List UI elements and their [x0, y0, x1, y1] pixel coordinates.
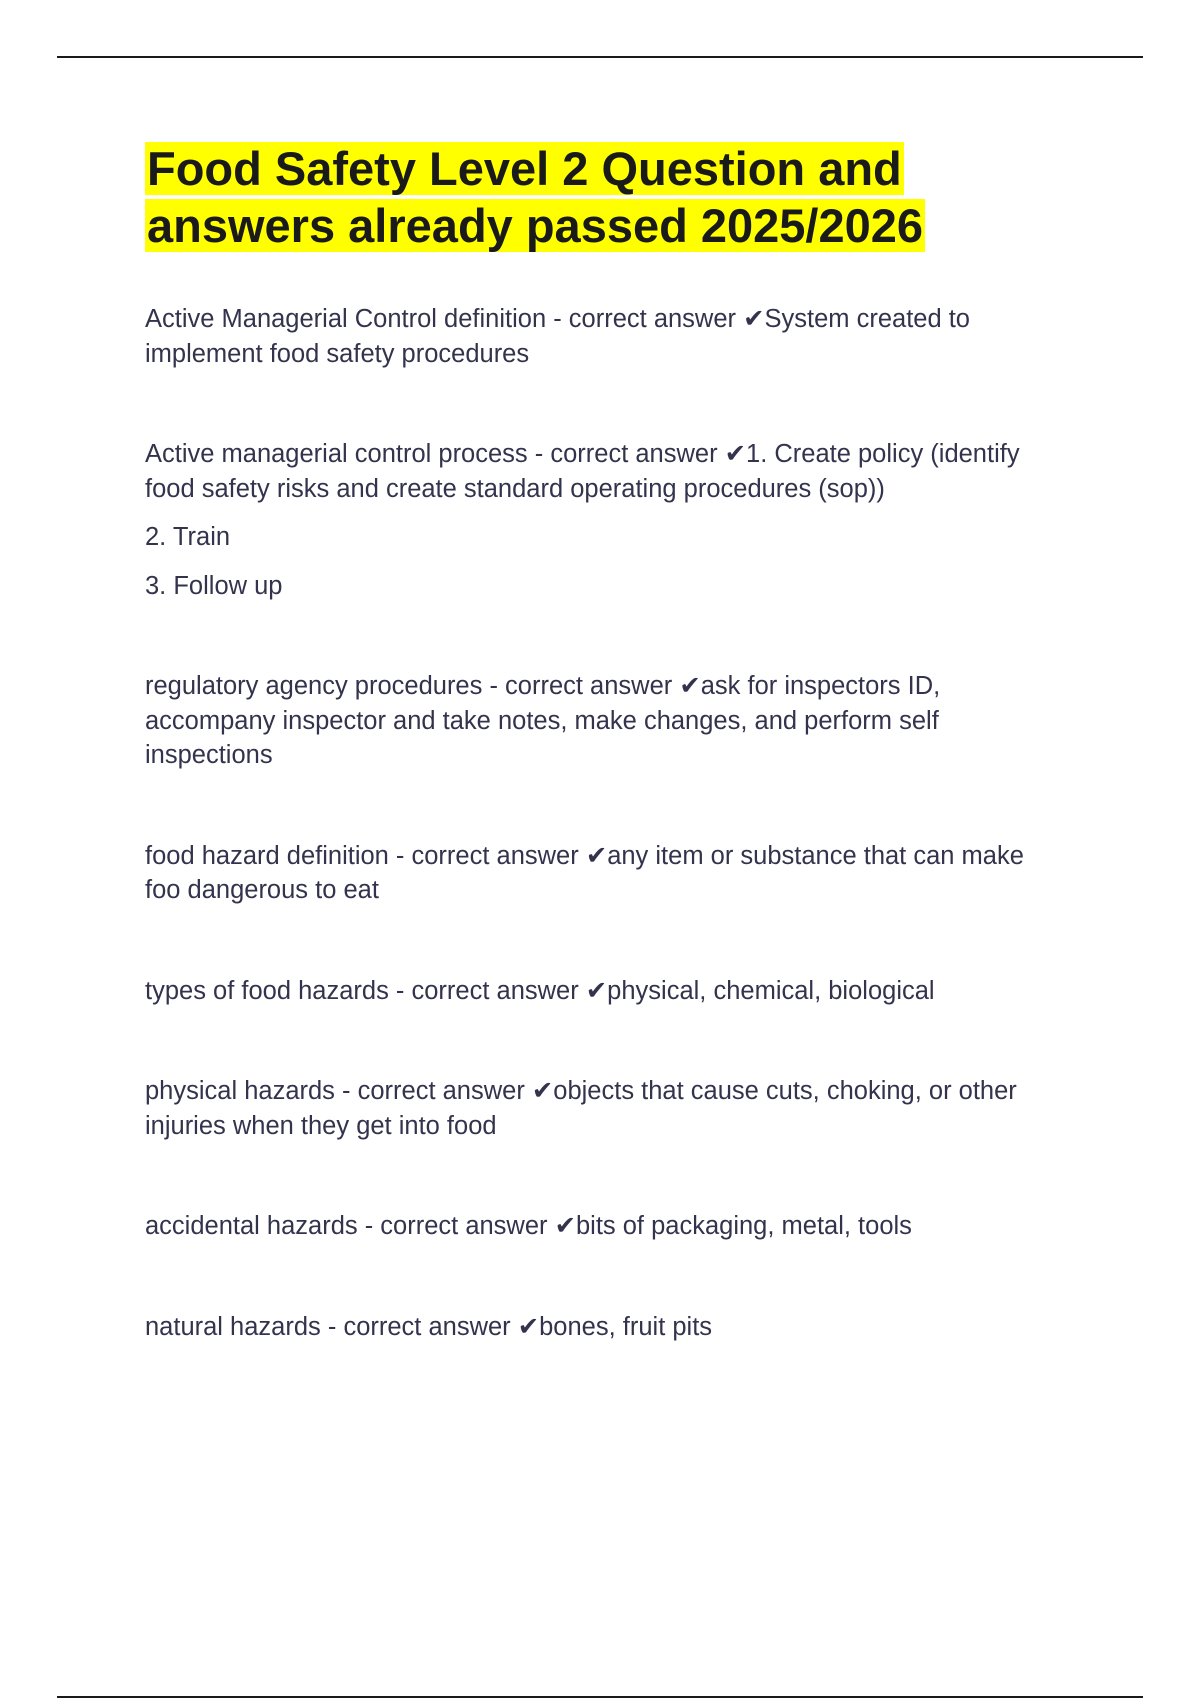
question-text: accidental hazards: [145, 1212, 358, 1240]
qa-item: [145, 1310, 1065, 1345]
qa-item: [145, 974, 1065, 1009]
question-text: Active managerial control process: [145, 440, 528, 468]
qa-text: [145, 1310, 1065, 1345]
qa-item: [145, 437, 1065, 603]
answer-text: System created to implement food safety procedures: [145, 305, 970, 368]
question-text: Active Managerial Control definition: [145, 305, 547, 333]
answer-step: 2. Train: [145, 523, 231, 551]
qa-item: [145, 302, 1065, 371]
question-text: natural hazards: [145, 1312, 321, 1341]
check-icon: ✔: [531, 1077, 554, 1105]
check-icon: ✔: [554, 1212, 576, 1240]
bottom-rule: [57, 1696, 1143, 1698]
qa-text: [145, 974, 1065, 1009]
qa-list: [145, 302, 1065, 1344]
qa-item: [145, 839, 1065, 908]
document-body: [145, 140, 1065, 1344]
document-title: [145, 140, 1065, 254]
answer-separator: - correct answer: [357, 1212, 555, 1240]
qa-text: [145, 437, 1065, 506]
answer-separator: - correct answer: [527, 440, 725, 468]
answer-text: ask for inspectors ID, accompany inspector and take notes, make changes, and perform self inspections: [145, 672, 941, 769]
answer-text: bits of packaging, metal, tools: [575, 1212, 912, 1240]
answer-separator: - correct answer: [320, 1312, 518, 1341]
top-rule: [57, 56, 1143, 58]
answer-separator: - correct answer: [546, 305, 744, 333]
answer-separator: - correct answer: [388, 976, 586, 1005]
qa-text: [145, 839, 1065, 908]
question-text: regulatory agency procedures: [145, 672, 483, 700]
answer-step: 3. Follow up: [145, 571, 283, 600]
answer-separator: - correct answer: [482, 672, 680, 700]
answer-text: bones, fruit pits: [539, 1312, 713, 1341]
answer-text: physical, chemical, biological: [607, 976, 935, 1005]
qa-text: [145, 1074, 1065, 1143]
question-text: types of food hazards: [145, 976, 389, 1005]
qa-item: [145, 669, 1065, 773]
qa-item: [145, 1074, 1065, 1143]
answer-text: objects that cause cuts, choking, or other injuries when they get into food: [145, 1077, 1017, 1140]
check-icon: ✔: [743, 305, 765, 333]
qa-item: [145, 1209, 1065, 1244]
title-highlight: Food Safety Level 2 Question and answers already passed 2025/2026: [147, 142, 924, 252]
qa-text: [145, 302, 1065, 371]
answer-text: any item or substance that can make foo dangerous to eat: [145, 841, 1024, 904]
check-icon: ✔: [679, 672, 701, 700]
qa-text: [145, 669, 1065, 773]
check-icon: ✔: [724, 440, 747, 468]
question-text: food hazard definition: [145, 841, 389, 870]
check-icon: ✔: [585, 976, 608, 1005]
check-icon: ✔: [585, 841, 608, 870]
qa-text: [145, 1209, 1065, 1244]
check-icon: ✔: [517, 1312, 540, 1341]
question-text: physical hazards: [145, 1077, 335, 1105]
answer-separator: - correct answer: [388, 841, 586, 870]
answer-separator: - correct answer: [334, 1077, 532, 1105]
answer-text: 1. Create policy (identify food safety risks and create standard operating procedures (sop)): [145, 440, 1020, 503]
